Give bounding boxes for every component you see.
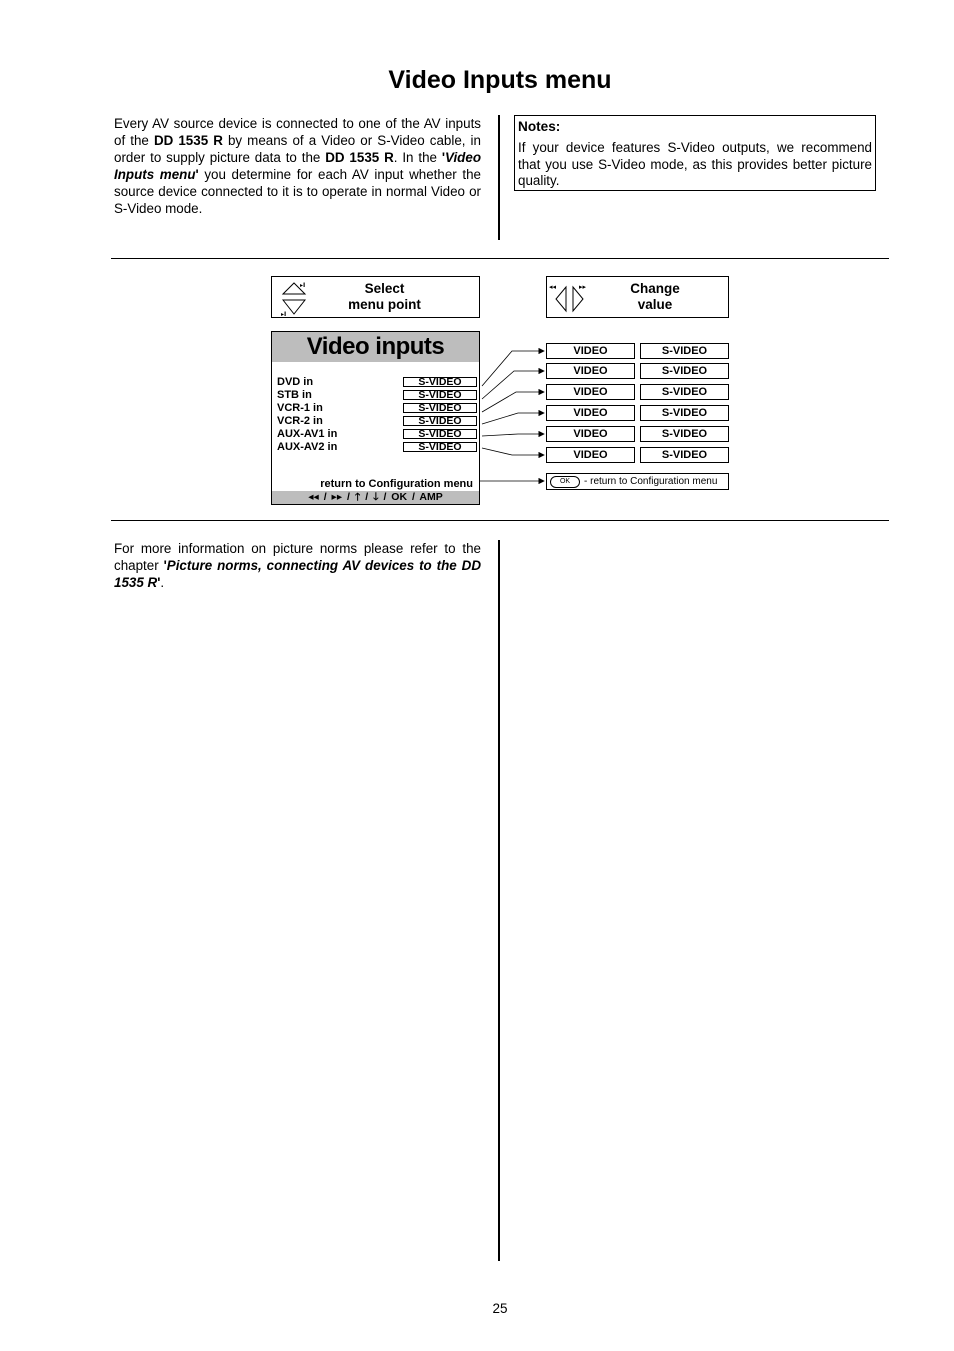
svg-text:▸▸: ▸▸ <box>579 283 587 291</box>
osd-label-vcr2: VCR-2 in <box>277 415 323 427</box>
option-svideo-2[interactable]: S-VIDEO <box>640 363 729 379</box>
quote-close-2: ' <box>157 575 161 590</box>
option-svideo-5[interactable]: S-VIDEO <box>640 426 729 442</box>
osd-label-dvd: DVD in <box>277 376 314 388</box>
column-divider-top <box>498 115 500 240</box>
svg-text:▸I: ▸I <box>300 282 306 289</box>
column-divider-bottom <box>498 540 500 1261</box>
more-info-chapter: Picture norms, connecting AV devices to the DD 1535 R <box>114 558 481 590</box>
notes-body: If your device features S-Video outputs, we recommend that you use S-Video mode, as this provides better picture quality. <box>518 140 872 188</box>
intro-model-1: DD 1535 R <box>153 133 223 148</box>
change-hint-line1: Change <box>630 281 680 296</box>
osd-value-vcr1[interactable]: S-VIDEO <box>403 403 477 413</box>
separator-top <box>111 258 889 259</box>
select-hint-box <box>271 276 480 318</box>
osd-footer-keys: ◂◂ / ▸▸ / 🡑 / 🡓 / OK / AMP <box>272 491 479 504</box>
quote-open-2: ' <box>163 558 167 573</box>
more-info-paragraph <box>114 540 481 591</box>
intro-text-3: . In the <box>393 150 442 165</box>
osd-label-stb: STB in <box>277 389 312 401</box>
osd-return-label[interactable]: return to Configuration menu <box>320 478 473 490</box>
connector-arrows <box>478 340 550 486</box>
more-info-text-2: . <box>160 575 165 590</box>
option-svideo-1[interactable]: S-VIDEO <box>640 343 729 359</box>
osd-value-stb[interactable]: S-VIDEO <box>403 390 477 400</box>
option-video-4[interactable]: VIDEO <box>546 405 635 421</box>
up-down-arrows-icon <box>280 279 308 317</box>
osd-title: Video inputs <box>272 332 479 362</box>
more-info-text-1: For more information on picture norms please refer to the chapter <box>114 541 481 573</box>
osd-value-dvd[interactable]: S-VIDEO <box>403 377 477 387</box>
left-right-arrows-icon <box>549 281 591 315</box>
svg-text:▸I: ▸I <box>281 311 287 317</box>
notes-title: Notes: <box>518 119 561 134</box>
osd-label-aux-av1: AUX-AV1 in <box>277 428 338 440</box>
option-video-1[interactable]: VIDEO <box>546 343 635 359</box>
option-video-3[interactable]: VIDEO <box>546 384 635 400</box>
osd-value-aux-av2[interactable]: S-VIDEO <box>403 442 477 452</box>
option-video-6[interactable]: VIDEO <box>546 447 635 463</box>
ok-return-box <box>546 473 729 490</box>
select-hint-line1: Select <box>364 281 405 296</box>
osd-label-aux-av2: AUX-AV2 in <box>277 441 338 453</box>
video-inputs-osd <box>271 331 480 505</box>
intro-text-2: by means of a Video or S-Video cable, in order to supply picture data to the <box>114 133 481 165</box>
intro-menu-name: Video Inputs menu <box>114 150 481 182</box>
ok-return-text: - return to Configuration menu <box>584 476 718 487</box>
option-video-2[interactable]: VIDEO <box>546 363 635 379</box>
ok-button[interactable]: OK <box>550 476 580 488</box>
separator-bottom <box>111 520 889 521</box>
page-number: 25 <box>492 1301 508 1316</box>
intro-paragraph <box>114 115 481 217</box>
quote-open: ' <box>441 150 446 165</box>
option-svideo-4[interactable]: S-VIDEO <box>640 405 729 421</box>
option-svideo-6[interactable]: S-VIDEO <box>640 447 729 463</box>
change-hint-line2: value <box>637 297 673 312</box>
svg-text:◂◂: ◂◂ <box>549 283 557 291</box>
osd-label-vcr1: VCR-1 in <box>277 402 323 414</box>
quote-close: ' <box>195 167 199 182</box>
intro-text-4: you determine for each AV input whether the source device connected to it is to operate in normal Video or S-Video mode. <box>114 167 481 216</box>
option-video-5[interactable]: VIDEO <box>546 426 635 442</box>
page-title: Video Inputs menu <box>388 66 612 94</box>
select-hint-line2: menu point <box>348 297 421 312</box>
intro-model-2: DD 1535 R <box>325 150 394 165</box>
intro-text-1: Every AV source device is connected to one of the AV inputs of the <box>114 116 481 148</box>
option-svideo-3[interactable]: S-VIDEO <box>640 384 729 400</box>
change-hint-box <box>546 276 729 318</box>
osd-value-vcr2[interactable]: S-VIDEO <box>403 416 477 426</box>
osd-value-aux-av1[interactable]: S-VIDEO <box>403 429 477 439</box>
notes-box <box>514 115 876 191</box>
